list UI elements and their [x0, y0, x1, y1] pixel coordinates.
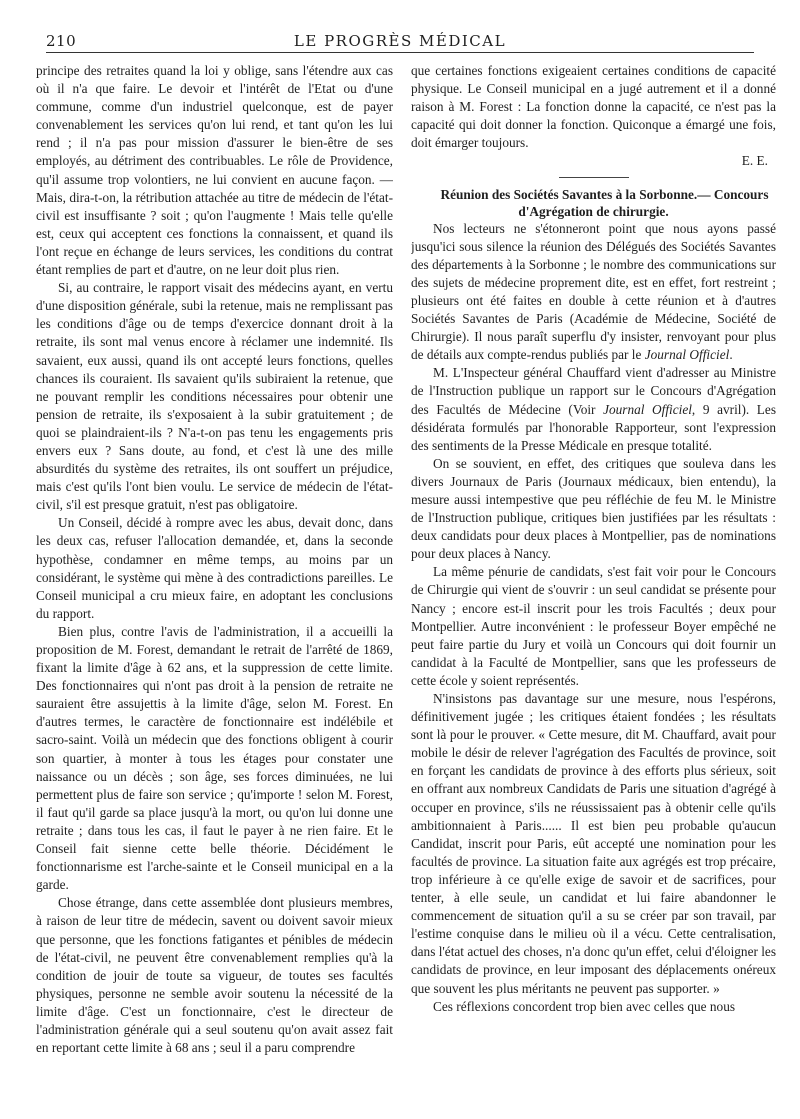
page-number: 210 — [46, 32, 77, 50]
paragraph-text: M. L'Inspecteur général Chauffard vient d'adresser au Ministre de l'Instruction publique un rapport sur le Concours d'Agrégation des Facultés de Médecine (Voir — [411, 365, 776, 417]
journal-reference: Journal Officiel — [644, 347, 730, 363]
paragraph: Un Conseil, décidé à rompre avec les abus, devait donc, dans les deux cas, refuser l'allocation demandée, et, dans la seconde hypothèse, condamner en même temps, au moins par un considérant, le système qui mène à des contradictions pareilles. Le Conseil municipal a cru mieux faire, en adoptant les conclusions du rapport. — [36, 515, 393, 621]
right-column — [411, 62, 776, 1107]
paragraph: La même pénurie de candidats, s'est fait voir pour le Concours de Chirurgie qui vient de s'ouvrir : un seul candidat se présente pour Nancy ; encore est-il inscrit pour les trois Facultés ; deux pour Montpellier. Autre inconvénient : le professeur Boyer empêché ne peut faire partie du Jury et voilà un Concours qui doit fournir un candidat à la Faculté de Montpellier, sans que les professeurs de cette école y soient représentés. — [411, 564, 776, 688]
left-column — [36, 62, 393, 1107]
paragraph: Bien plus, contre l'avis de l'administration, il a accueilli la proposition de M. Forest, demandant le retrait de l'arrêté de 1869, fixant la limite d'âge à 62 ans, et la suppression de cette limite. Des fonctionnaires qui n'ont pas droit à la pension de retraite ne sauraient être assujettis à la limite d'âge, selon M. Forest. En d'autres termes, le caractère de fonctionnaire est indélébile et sacro-saint. Voilà un médecin que des fonctions obligent à courir son quartier, à monter à tous les étages pour constater une naissance ou un décès ; son âge, ses forces diminuées, ne lui permettent plus de faire son service ; qu'importe ! selon M. Forest, il faut qu'il garde sa place jusqu'à la mort, ou qu'on lui donne une retraite ; dans tous les cas, il faut le payer à ne rien faire. Et le Conseil fait sienne cette belle théorie. Décidément le fonctionnarisme est l'arche-sainte et le Conseil municipal en a la garde. — [36, 623, 393, 893]
section-heading: Réunion des Sociétés Savantes à la Sorbonne.— Concours d'Agrégation de chirurgie. — [440, 186, 769, 219]
paragraph — [411, 364, 776, 454]
paragraph-text: , 9 avril). Les désidérata formulés par l'honorable Rapporteur, sont l'expression des sentiments de la Presse Médicale en presque totalité. — [411, 401, 776, 453]
paragraph: On se souvient, en effet, des critiques que souleva dans les divers Journaux de Paris (Journaux médicaux, bien entendu), la mesure aussi intempestive que peu réfléchie de feu M. le Ministre de l'Instruction publique, critiques bien justifiées par les résultats : deux candidats pour deux places à Montpellier, pas de nominations pour deux places à Nancy. — [411, 455, 776, 562]
journal-title: LE PROGRÈS MÉDICAL — [293, 32, 507, 50]
paragraph: Chose étrange, dans cette assemblée dont plusieurs membres, à raison de leur titre de médecin, savent ou doivent savoir mieux que personne, que les fonctions fatigantes et pénibles de médecin de l'état-civil, ne peuvent être convenablement remplies qu'à la condition de jouir de toute sa vigueur, de toutes ses facultés physiques, personne ne semble avoir soutenu la nécessité de la limite d'âge. C'est un fonctionnaire, c'est le directeur de l'administration générale qui a seul soutenu qu'on avait assez fait en reportant cette limite à 68 ans ; seul il a paru comprendre — [36, 895, 393, 1056]
page-header — [46, 28, 754, 52]
section-separator — [559, 177, 629, 178]
paragraph-continuation: que certaines fonctions exigeaient certaines conditions de capacité physique. Le Conseil municipal en a jugé autrement et il a donné raison à M. Forest : La fonction donne la capacité, ce n'est pas la capacité qui doit donner la fonction. Quiconque a émargé une fois, doit émarger toujours. — [411, 63, 776, 151]
paragraph-text: Nos lecteurs ne s'étonneront point que nous ayons passé jusqu'ici sous silence la réunion des Délégués des Sociétés Savantes des départements à la Sorbonne ; le nombre des communications sur des sujets de médecine proprement dite, est en effet, fort restreint ; plusieurs ont été faites en double à cette réunion et à d'autres Sociétés Savantes de Paris (Académie de Médecine, Société de Chirurgie). Il nous paraît superflu d'y insister, renvoyant pour plus de détails aux compte-rendus publiés par le — [411, 220, 776, 363]
paragraph: Si, au contraire, le rapport visait des médecins ayant, en vertu d'une disposition générale, subi la retenue, mais ne remplissant pas les conditions d'âge ou de temps d'exercice donnant droit à la retraite, ils sont mal venus encore à réclamer une indemnité. Ils savaient, eux aussi, quand ils ont accepté leurs fonctions, quelles chances ils couraient. Ils savaient qu'ils subiraient la retenue, que ne pouvant remplir les conditions nécessaires pour obtenir une pension de retraite, ils s'exposaient à la subir gratuitement ; de quoi se plaindraient-ils ? N'a-t-on pas tenu les engagements pris envers eux ? Sans doute, au fond, et c'est là une des mille absurdités du système des retraites, ils ont souffert un préjudice, mais c'est qu'ils l'ont bien voulu. Le service de médecin de l'état-civil, s'il est presque gratuit, n'est pas obligatoire. — [36, 280, 393, 513]
paragraph-text: . — [729, 347, 733, 363]
paragraph: Ces réflexions concordent trop bien avec celles que nous — [433, 998, 736, 1014]
header-rule — [46, 52, 754, 53]
paragraph: principe des retraites quand la loi y oblige, sans l'étendre aux cas où il n'a que faire. Le devoir et l'intérêt de l'Etat ou d'une commune, comme d'un industriel quelconque, est de payer convenablement les services qu'on lui rend, et tant qu'on les lui rend ; il n'a pas pour mission d'assurer le bien-être de ses employés, au détriment des contribuables. Le rôle de Providence, qu'il assume trop volontiers, ne lui convient en aucune façon. — Mais, dira-t-on, la rétribution attachée au titre de médecin de l'état-civil est insuffisante ? soit ; qu'on l'augmente ! Mais telle qu'elle est, ceux qui acceptent ces fonctions la connaissent, et quand ils l'ont reçue en échange de leurs services, les conditions du contrat étant remplies de part et d'autre, on ne leur doit plus rien. — [36, 63, 393, 278]
author-signature: E. E. — [741, 153, 768, 169]
journal-reference: Journal Officiel — [603, 401, 692, 417]
paragraph: N'insistons pas davantage sur une mesure, nous l'espérons, définitivement jugée ; les critiques étaient fondées ; les résultats sont là pour le prouver. « Cette mesure, dit M. Chauffard, avait pour mobile le désir de relever l'agrégation des Facultés de province, soit en forçant les candidats de province à des efforts plus sérieux, soit en offrant aux nombreux Candidats de Paris une situation d'agrégé à occuper en province, s'ils ne réussissaient pas à obtenir celle qu'ils ambitionnaient à Paris...... Il est bien peu probable qu'aucun Candidat, inscrit pour Paris, eût accepté une nomination pour les facultés de province. La situation faite aux agrégés est trop précaire, trop inférieure à ce qu'elle exige de savoir et de sacrifices, pour tenter, à elle seule, un candidat et lui faire abandonner le commencement de situation qu'il a su se créer par son travail, par l'estime conquise dans le milieu où il a vécu. Cette centralisation, dans l'état actuel des choses, n'a donc qu'un effet, celui d'éloigner les candidats de province, en leur imposant des déplacements onéreux que souvent les plus méritants ne peuvent pas supporter. » — [411, 691, 776, 996]
paragraph — [411, 220, 776, 365]
